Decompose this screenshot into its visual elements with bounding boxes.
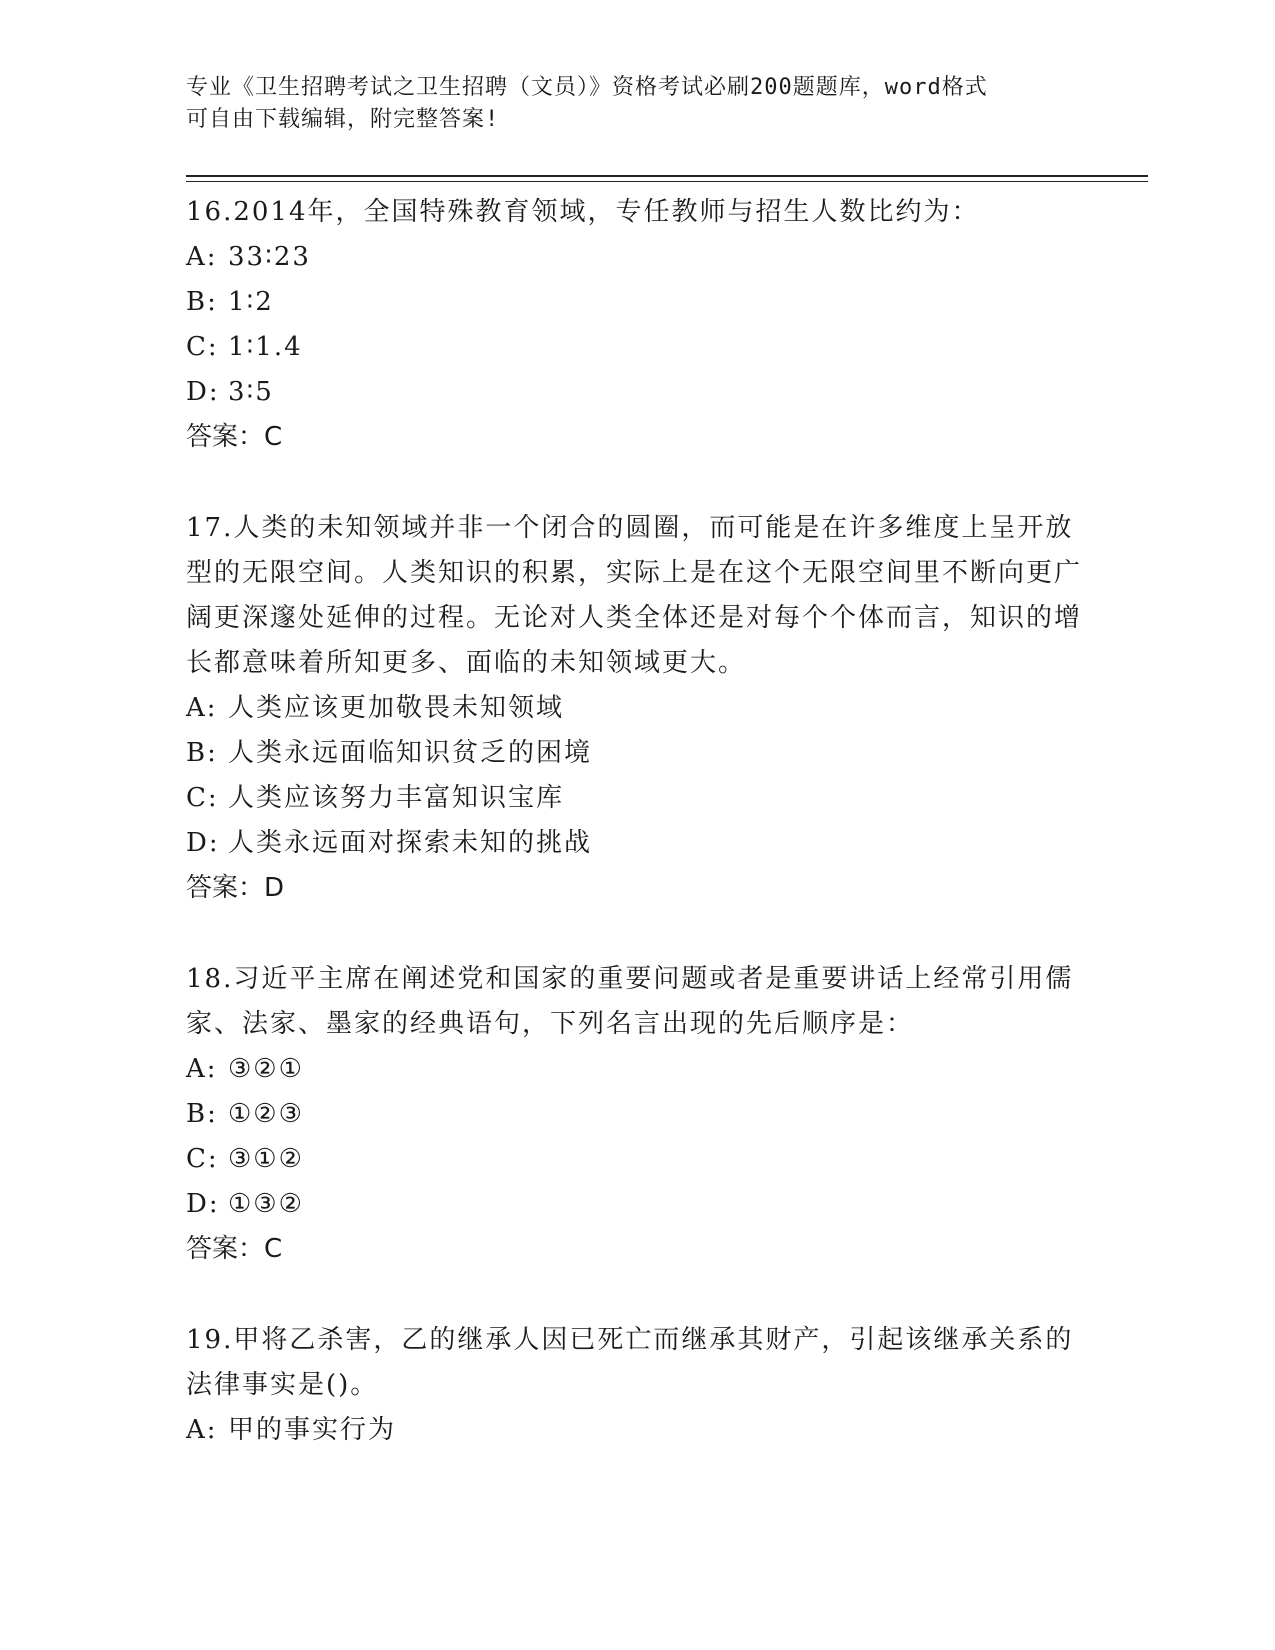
option-label: C: (186, 1144, 219, 1174)
option-text: ③②① (228, 1054, 304, 1084)
option-label: A: (186, 693, 218, 723)
answer: 答案：C (186, 1234, 283, 1264)
option-text: ①③② (228, 1189, 304, 1219)
option-label: C: (186, 783, 219, 813)
option-text: 人类永远面对探索未知的挑战 (228, 828, 593, 858)
option-d (186, 821, 1086, 866)
question-19 (186, 1318, 1086, 1453)
option-label: A: (186, 1054, 218, 1084)
option-text: 3∶5 (228, 377, 274, 407)
document-header (186, 72, 1086, 136)
option-label: D: (186, 1189, 220, 1219)
option-a (186, 1047, 1086, 1092)
header-divider (186, 175, 1148, 177)
option-text: 1∶1.4 (228, 332, 303, 362)
option-text: ①②③ (228, 1099, 304, 1129)
question-stem: 16.2014年，全国特殊教育领域，专任教师与招生人数比约为： (186, 197, 980, 227)
option-b (186, 731, 1086, 776)
option-a (186, 235, 1086, 280)
option-label: D: (186, 828, 220, 858)
question-18 (186, 957, 1086, 1272)
answer: 答案：D (186, 873, 285, 903)
question-stem: 17.人类的未知领域并非一个闭合的圆圈，而可能是在许多维度上呈开放型的无限空间。人类知识的积累，实际上是在这个无限空间里不断向更广阔更深邃处延伸的过程。无论对人类全体还是对每个个体而言，知识的增长都意味着所知更多、面临的未知领域更大。 (186, 513, 1083, 678)
question-stem: 19.甲将乙杀害，乙的继承人因已死亡而继承其财产，引起该继承关系的法律事实是()。 (186, 1325, 1074, 1400)
answer: 答案：C (186, 422, 283, 452)
option-b (186, 280, 1086, 325)
option-a (186, 686, 1086, 731)
option-d (186, 370, 1086, 415)
option-text: 1∶2 (228, 287, 274, 317)
option-label: A: (186, 242, 218, 272)
option-label: D: (186, 377, 220, 407)
option-c (186, 776, 1086, 821)
question-16 (186, 190, 1086, 460)
option-label: B: (186, 1099, 218, 1129)
option-text: 人类应该努力丰富知识宝库 (228, 783, 565, 813)
option-label: C: (186, 332, 219, 362)
question-stem: 18.习近平主席在阐述党和国家的重要问题或者是重要讲话上经常引用儒家、法家、墨家的经典语句，下列名言出现的先后顺序是： (186, 964, 1074, 1039)
option-b (186, 1092, 1086, 1137)
option-a (186, 1408, 1086, 1453)
header-line-1: 专业《卫生招聘考试之卫生招聘（文员）》资格考试必刷200题题库，word格式 (186, 75, 988, 100)
option-d (186, 1182, 1086, 1227)
option-label: B: (186, 738, 218, 768)
option-text: 人类应该更加敬畏未知领域 (228, 693, 565, 723)
option-label: A: (186, 1415, 218, 1445)
option-c (186, 1137, 1086, 1182)
option-text: ③①② (228, 1144, 304, 1174)
header-line-2: 可自由下载编辑，附完整答案! (186, 107, 500, 132)
question-17 (186, 506, 1086, 911)
option-c (186, 325, 1086, 370)
option-label: B: (186, 287, 218, 317)
option-text: 人类永远面临知识贫乏的困境 (228, 738, 593, 768)
header-divider-thin (186, 181, 1148, 182)
option-text: 甲的事实行为 (228, 1415, 397, 1445)
option-text: 33∶23 (228, 242, 311, 272)
question-list (186, 190, 1086, 1453)
